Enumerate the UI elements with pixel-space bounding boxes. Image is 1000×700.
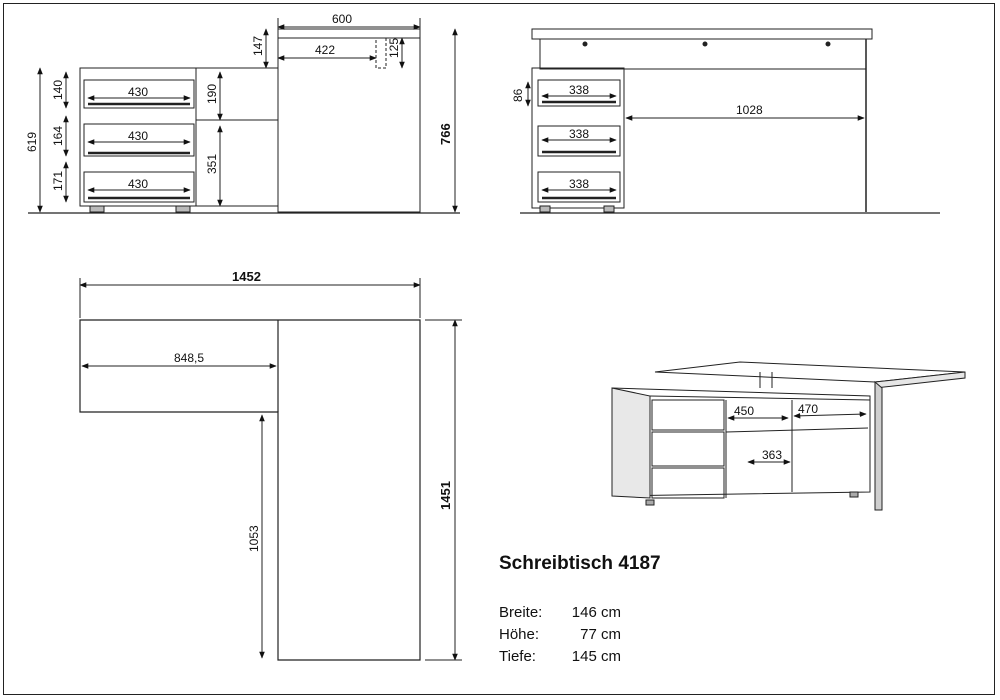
cable-slot (376, 38, 386, 68)
spec-label: Breite: (499, 604, 543, 621)
dim-619: 619 (25, 131, 39, 152)
dim-drawer-338: 338 (569, 177, 590, 191)
spec-label: Tiefe: (499, 648, 536, 665)
sideboard-body (80, 68, 278, 206)
dim-422: 422 (315, 43, 336, 57)
dim-drawer-338: 338 (569, 127, 590, 141)
dim-125: 125 (387, 37, 401, 58)
dim-363: 363 (762, 448, 783, 462)
dim-351: 351 (205, 153, 219, 174)
spec-row-width (499, 604, 621, 621)
dim-164: 164 (51, 125, 65, 146)
dim-848-5: 848,5 (174, 351, 205, 365)
dim-450: 450 (734, 404, 755, 418)
dim-depth-1451: 1451 (438, 481, 453, 510)
dim-1053: 1053 (247, 525, 261, 552)
dim-140: 140 (51, 79, 65, 100)
product-title: Schreibtisch 4187 (499, 553, 661, 574)
dim-width-1452: 1452 (232, 269, 261, 284)
spec-value: 77 cm (580, 626, 621, 643)
dim-470: 470 (798, 402, 819, 416)
spec-value: 145 cm (571, 648, 621, 665)
dim-171: 171 (51, 170, 65, 191)
plan-view-labels (174, 269, 453, 552)
spec-value: 146 cm (571, 604, 621, 621)
dim-1028: 1028 (736, 103, 763, 117)
isometric-view (612, 362, 965, 510)
spec-row-depth (499, 648, 621, 665)
isometric-view-labels (734, 402, 818, 462)
dim-drawer-430: 430 (128, 177, 149, 191)
desk-top (532, 29, 872, 39)
spec-row-height (499, 626, 621, 643)
dim-drawer-338: 338 (569, 83, 590, 97)
dim-190: 190 (205, 83, 219, 104)
dim-height-766: 766 (438, 123, 453, 145)
dim-width-600: 600 (332, 12, 353, 26)
dim-147: 147 (251, 35, 265, 56)
front-elevation-labels (25, 12, 453, 191)
dim-drawer-430: 430 (128, 85, 149, 99)
desk-plan-outline (80, 320, 420, 660)
spec-label: Höhe: (499, 626, 540, 643)
plan-view (80, 278, 462, 660)
dim-86: 86 (511, 88, 525, 102)
dim-drawer-430: 430 (128, 129, 149, 143)
side-elevation-labels (511, 83, 763, 191)
